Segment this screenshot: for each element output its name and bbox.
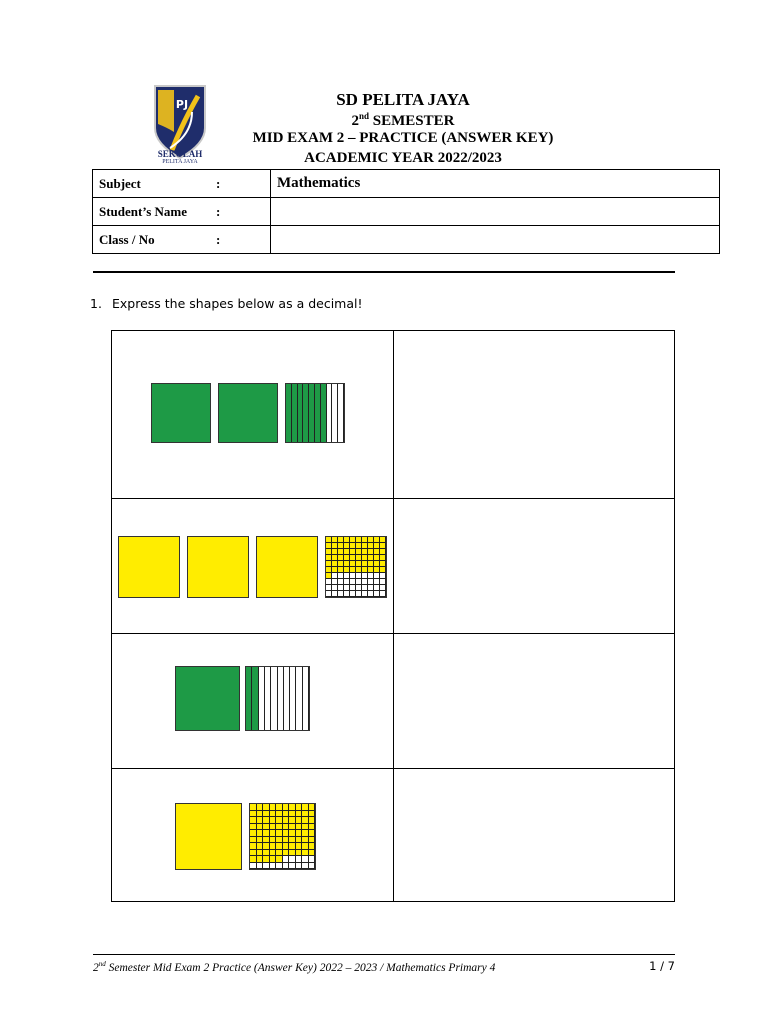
logo-line1: SEKOLAH: [157, 149, 203, 159]
exam-title: MID EXAM 2 – PRACTICE (ANSWER KEY): [252, 130, 554, 146]
info-value-subject: Mathematics: [271, 170, 720, 198]
hundredths-grid: [325, 536, 387, 598]
answer-cell-1[interactable]: [394, 331, 675, 498]
footer-text: [93, 960, 495, 974]
whole-block: [118, 536, 180, 598]
info-row-class: [93, 226, 720, 254]
info-row-subject: [93, 170, 720, 198]
info-colon: :: [216, 175, 221, 191]
question-text: Express the shapes below as a decimal!: [112, 296, 363, 311]
hundredth-cell: [309, 863, 316, 870]
whole-block: [175, 666, 240, 731]
tenth-strip: [338, 384, 344, 442]
hundredths-grid: [249, 803, 316, 870]
question-number: 1.: [90, 296, 102, 311]
question-1: [90, 296, 363, 311]
logo-line2: PELITA JAYA: [162, 159, 198, 165]
header-divider: [93, 271, 675, 273]
student-info-table: [92, 169, 720, 254]
semester-sup: nd: [359, 111, 370, 121]
semester-word: SEMESTER: [372, 113, 455, 129]
answer-cell-2[interactable]: [394, 499, 675, 633]
academic-year: ACADEMIC YEAR 2022/2023: [304, 150, 502, 166]
semester-line: [160, 111, 646, 130]
whole-block: [175, 803, 242, 870]
tenths-strip: [285, 383, 345, 443]
hundredth-cell: [380, 591, 386, 597]
whole-block: [187, 536, 249, 598]
shapes-table: [111, 330, 675, 902]
whole-block: [256, 536, 318, 598]
whole-block: [218, 383, 278, 443]
tenths-strip: [245, 666, 310, 731]
student-name-field[interactable]: [271, 198, 720, 226]
footer-divider: [93, 954, 675, 955]
info-colon: :: [216, 231, 221, 247]
tenth-strip: [303, 667, 309, 730]
footer-sup: nd: [98, 960, 106, 968]
answer-cell-4[interactable]: [394, 769, 675, 902]
school-name: SD PELITA JAYA: [336, 90, 470, 109]
info-colon: :: [216, 203, 221, 219]
footer-body: Semester Mid Exam 2 Practice (Answer Key) 2022 – 2023 / Mathematics Primary 4: [105, 961, 496, 974]
logo-initials: PJ: [175, 98, 189, 111]
semester-num: 2: [351, 113, 360, 129]
info-label: Class / No: [99, 231, 155, 247]
page-number: 1 / 7: [649, 959, 675, 973]
info-label: Student’s Name: [99, 203, 187, 219]
footer-num: 2: [93, 961, 99, 974]
info-row-student-name: [93, 198, 720, 226]
whole-block: [151, 383, 211, 443]
answer-cell-3[interactable]: [394, 634, 675, 768]
info-label: Subject: [99, 175, 141, 191]
class-no-field[interactable]: [271, 226, 720, 254]
